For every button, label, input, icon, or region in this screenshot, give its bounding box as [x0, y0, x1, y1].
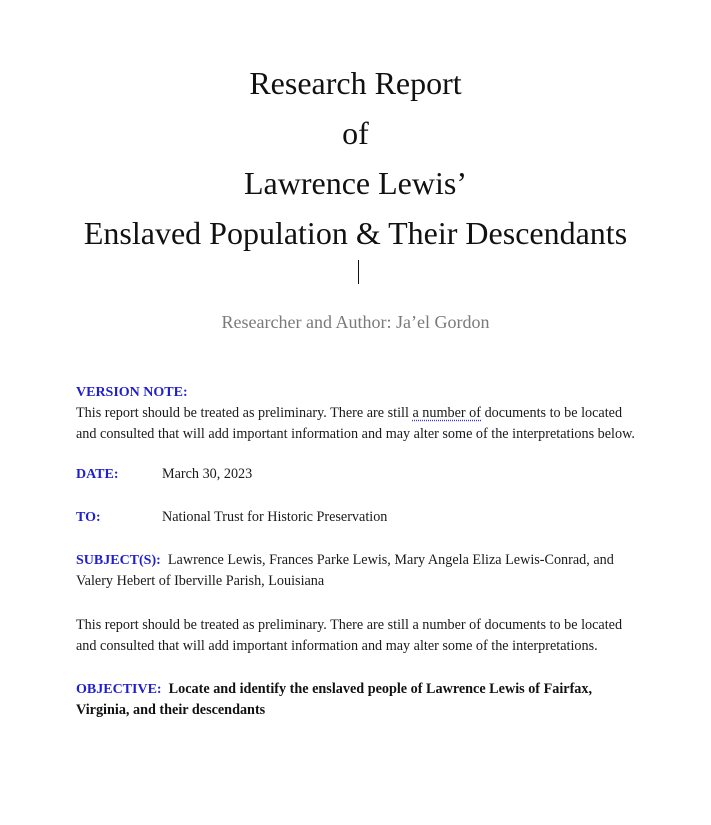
title-line-2: of [342, 115, 369, 151]
to-row [76, 507, 388, 528]
title-line-4: Enslaved Population & Their Descendants [83, 215, 628, 251]
title-line-3: Lawrence Lewis’ [244, 165, 467, 201]
date-value: March 30, 2023 [162, 466, 253, 482]
version-note-section [76, 382, 636, 445]
date-row [76, 464, 253, 485]
objective-label: OBJECTIVE: [76, 682, 162, 697]
subjects-label: SUBJECT(S): [76, 553, 161, 568]
objective-section [76, 679, 596, 721]
title-line-1: Research Report [249, 65, 462, 101]
to-label: TO: [76, 510, 101, 525]
subjects-value: Lawrence Lewis, Frances Parke Lewis, Mary Angela Eliza Lewis-Conrad, and Valery Hebert of Iberville Parish, Louisiana [76, 552, 614, 589]
to-value: National Trust for Historic Preservation [162, 509, 388, 525]
text-cursor[interactable] [358, 260, 359, 284]
version-note-label: VERSION NOTE: [76, 385, 188, 400]
objective-value: Locate and identify the enslaved people of Lawrence Lewis of Fairfax, Virginia, and their descendants [76, 681, 593, 718]
flagged-phrase[interactable]: a number of [412, 405, 482, 421]
version-note-text-start: This report should be treated as preliminary. There are still [76, 405, 413, 421]
date-label: DATE: [76, 467, 119, 482]
report-title [0, 58, 711, 258]
subjects-section [76, 550, 636, 592]
preliminary-paragraph: This report should be treated as preliminary. There are still a number of documents to be located and consulted that will add important information and may alter some of the interpretations. [76, 617, 623, 654]
author-line: Researcher and Author: Ja’el Gordon [221, 312, 490, 332]
version-note-text-end: documents to be located and consulted that will add important information and may alter some of the interpretations below. [76, 405, 635, 442]
version-note-text[interactable] [76, 403, 636, 445]
